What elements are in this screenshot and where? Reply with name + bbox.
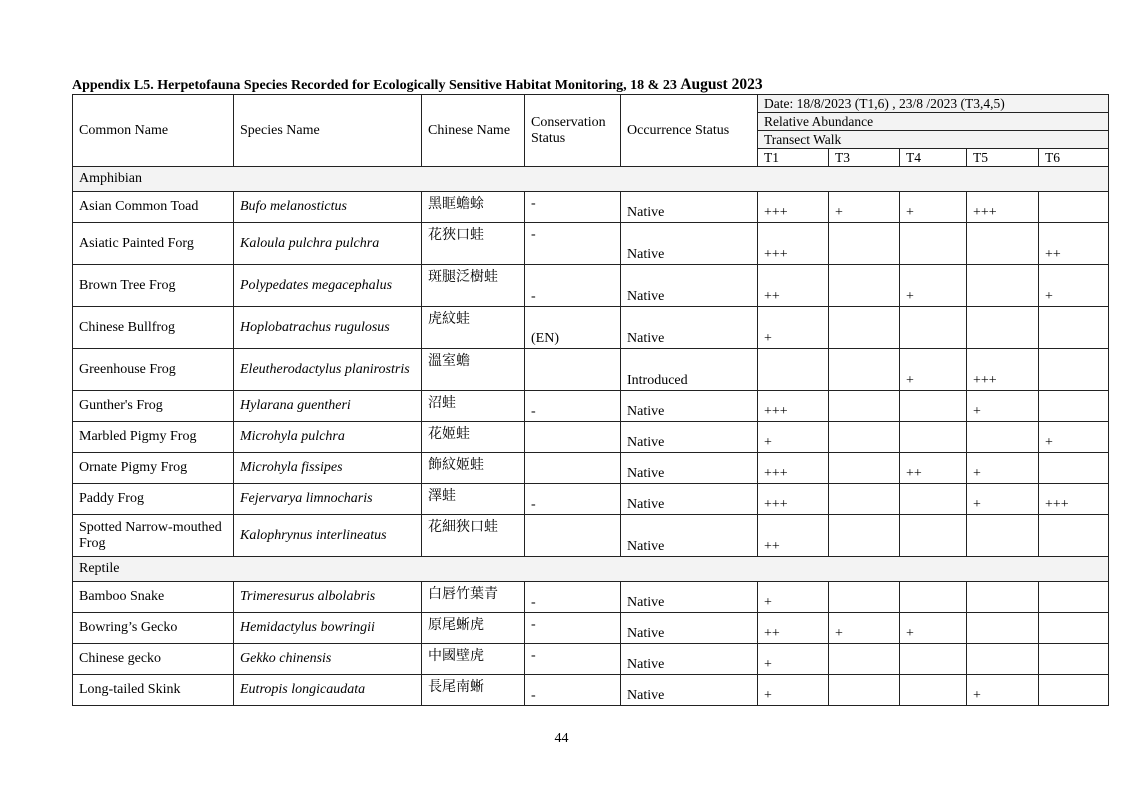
common-name-cell: Chinese gecko <box>73 644 234 675</box>
abundance-cell <box>829 644 900 675</box>
species-name-cell: Hylarana guentheri <box>234 391 422 422</box>
abundance-cell: + <box>900 349 967 391</box>
conservation-status-cell <box>525 453 621 484</box>
species-name-cell: Trimeresurus albolabris <box>234 582 422 613</box>
abundance-cell <box>1039 453 1109 484</box>
chinese-name-cell: 中國壁虎 <box>422 644 525 675</box>
abundance-cell <box>1039 307 1109 349</box>
abundance-cell: ++ <box>758 515 829 557</box>
abundance-cell: +++ <box>967 349 1039 391</box>
common-name-cell: Bamboo Snake <box>73 582 234 613</box>
abundance-cell <box>829 307 900 349</box>
abundance-cell <box>829 223 900 265</box>
abundance-cell <box>1039 349 1109 391</box>
abundance-cell: + <box>967 675 1039 706</box>
abundance-cell <box>1039 675 1109 706</box>
abundance-cell: + <box>1039 265 1109 307</box>
abundance-cell: ++ <box>758 265 829 307</box>
conservation-status-cell: - <box>525 582 621 613</box>
table-row <box>73 613 1109 644</box>
occurrence-status-cell: Native <box>621 484 758 515</box>
conservation-status-cell: - <box>525 391 621 422</box>
chinese-name-cell: 花狹口蛙 <box>422 223 525 265</box>
occurrence-status-cell: Native <box>621 515 758 557</box>
header-relative-abundance: Relative Abundance <box>758 113 1109 131</box>
abundance-cell: +++ <box>758 391 829 422</box>
common-name-cell: Ornate Pigmy Frog <box>73 453 234 484</box>
occurrence-status-cell: Native <box>621 391 758 422</box>
chinese-name-cell: 黑眶蟾蜍 <box>422 192 525 223</box>
abundance-cell <box>829 349 900 391</box>
abundance-cell <box>967 265 1039 307</box>
abundance-cell <box>829 265 900 307</box>
table-row <box>73 422 1109 453</box>
abundance-cell <box>967 613 1039 644</box>
abundance-cell: + <box>829 192 900 223</box>
abundance-cell <box>758 349 829 391</box>
chinese-name-cell: 飾紋姬蛙 <box>422 453 525 484</box>
common-name-cell: Asian Common Toad <box>73 192 234 223</box>
conservation-status-cell: - <box>525 613 621 644</box>
chinese-name-cell: 花細狹口蛙 <box>422 515 525 557</box>
abundance-cell <box>1039 644 1109 675</box>
header-conservation-status: Conservation Status <box>525 95 621 167</box>
species-name-cell: Gekko chinensis <box>234 644 422 675</box>
abundance-cell <box>900 223 967 265</box>
species-name-cell: Eleutherodactylus planirostris <box>234 349 422 391</box>
common-name-cell: Gunther's Frog <box>73 391 234 422</box>
occurrence-status-cell: Native <box>621 192 758 223</box>
table-row <box>73 349 1109 391</box>
occurrence-status-cell: Introduced <box>621 349 758 391</box>
abundance-cell <box>900 422 967 453</box>
section-row <box>73 557 1109 582</box>
abundance-cell <box>900 484 967 515</box>
title-main: Appendix L5. Herpetofauna Species Recorded for Ecologically Sensitive Habitat Monitoring, 18 & 23 <box>72 78 681 93</box>
occurrence-status-cell: Native <box>621 223 758 265</box>
abundance-cell: +++ <box>758 192 829 223</box>
header-transect: T6 <box>1039 149 1109 167</box>
conservation-status-cell: - <box>525 223 621 265</box>
chinese-name-cell: 澤蛙 <box>422 484 525 515</box>
species-name-cell: Fejervarya limnocharis <box>234 484 422 515</box>
common-name-cell: Greenhouse Frog <box>73 349 234 391</box>
section-label: Reptile <box>73 557 1109 582</box>
occurrence-status-cell: Native <box>621 675 758 706</box>
common-name-cell: Chinese Bullfrog <box>73 307 234 349</box>
page-title <box>72 76 1112 94</box>
chinese-name-cell: 長尾南蜥 <box>422 675 525 706</box>
abundance-cell <box>967 515 1039 557</box>
header-transect: T5 <box>967 149 1039 167</box>
abundance-cell <box>829 453 900 484</box>
abundance-cell: +++ <box>758 484 829 515</box>
common-name-cell: Marbled Pigmy Frog <box>73 422 234 453</box>
species-name-cell: Bufo melanostictus <box>234 192 422 223</box>
species-name-cell: Microhyla pulchra <box>234 422 422 453</box>
abundance-cell <box>967 422 1039 453</box>
abundance-cell: + <box>1039 422 1109 453</box>
abundance-cell <box>900 391 967 422</box>
abundance-cell: + <box>967 453 1039 484</box>
table-row <box>73 453 1109 484</box>
table-row <box>73 391 1109 422</box>
abundance-cell <box>829 484 900 515</box>
abundance-cell <box>1039 192 1109 223</box>
chinese-name-cell: 白唇竹葉青 <box>422 582 525 613</box>
occurrence-status-cell: Native <box>621 265 758 307</box>
conservation-status-cell: (EN) <box>525 307 621 349</box>
abundance-cell: + <box>900 613 967 644</box>
abundance-cell: + <box>758 644 829 675</box>
abundance-cell: ++ <box>1039 223 1109 265</box>
species-name-cell: Kaloula pulchra pulchra <box>234 223 422 265</box>
table-row <box>73 223 1109 265</box>
species-name-cell: Hemidactylus bowringii <box>234 613 422 644</box>
abundance-cell: + <box>758 582 829 613</box>
abundance-cell: + <box>967 484 1039 515</box>
abundance-cell: +++ <box>967 192 1039 223</box>
table-row <box>73 582 1109 613</box>
conservation-status-cell: - <box>525 265 621 307</box>
abundance-cell: + <box>829 613 900 644</box>
conservation-status-cell: - <box>525 484 621 515</box>
occurrence-status-cell: Native <box>621 613 758 644</box>
abundance-cell <box>900 675 967 706</box>
species-name-cell: Polypedates megacephalus <box>234 265 422 307</box>
header-transect: T4 <box>900 149 967 167</box>
header-date: Date: 18/8/2023 (T1,6) , 23/8 /2023 (T3,4,5) <box>758 95 1109 113</box>
abundance-cell <box>900 644 967 675</box>
header-occurrence-status: Occurrence Status <box>621 95 758 167</box>
occurrence-status-cell: Native <box>621 307 758 349</box>
header-transect: T1 <box>758 149 829 167</box>
conservation-status-cell <box>525 515 621 557</box>
section-row <box>73 167 1109 192</box>
abundance-cell: ++ <box>758 613 829 644</box>
header-species-name: Species Name <box>234 95 422 167</box>
abundance-cell <box>967 307 1039 349</box>
header-transect-walk: Transect Walk <box>758 131 1109 149</box>
species-name-cell: Microhyla fissipes <box>234 453 422 484</box>
abundance-cell <box>967 582 1039 613</box>
conservation-status-cell <box>525 422 621 453</box>
abundance-cell <box>829 582 900 613</box>
abundance-cell: + <box>900 265 967 307</box>
conservation-status-cell: - <box>525 192 621 223</box>
abundance-cell <box>1039 582 1109 613</box>
abundance-cell <box>829 675 900 706</box>
common-name-cell: Brown Tree Frog <box>73 265 234 307</box>
table-row <box>73 515 1109 557</box>
page-number: 44 <box>554 731 569 746</box>
table-row <box>73 192 1109 223</box>
chinese-name-cell: 原尾蜥虎 <box>422 613 525 644</box>
chinese-name-cell: 花姬蛙 <box>422 422 525 453</box>
conservation-status-cell <box>525 349 621 391</box>
header-common-name: Common Name <box>73 95 234 167</box>
abundance-cell: ++ <box>900 453 967 484</box>
table-row <box>73 307 1109 349</box>
abundance-cell: + <box>900 192 967 223</box>
abundance-cell <box>1039 515 1109 557</box>
abundance-cell: +++ <box>758 223 829 265</box>
common-name-cell: Long-tailed Skink <box>73 675 234 706</box>
species-name-cell: Hoplobatrachus rugulosus <box>234 307 422 349</box>
species-name-cell: Kalophrynus interlineatus <box>234 515 422 557</box>
abundance-cell: + <box>758 422 829 453</box>
abundance-cell: + <box>758 675 829 706</box>
table-row <box>73 675 1109 706</box>
conservation-status-cell: - <box>525 644 621 675</box>
table-row <box>73 644 1109 675</box>
conservation-status-cell: - <box>525 675 621 706</box>
abundance-cell: + <box>967 391 1039 422</box>
species-name-cell: Eutropis longicaudata <box>234 675 422 706</box>
header-transect: T3 <box>829 149 900 167</box>
abundance-cell <box>967 223 1039 265</box>
abundance-cell <box>900 515 967 557</box>
chinese-name-cell: 斑腿泛樹蛙 <box>422 265 525 307</box>
abundance-cell <box>829 422 900 453</box>
common-name-cell: Spotted Narrow-mouthed Frog <box>73 515 234 557</box>
abundance-cell <box>900 582 967 613</box>
species-table-body <box>73 95 1109 706</box>
occurrence-status-cell: Native <box>621 582 758 613</box>
common-name-cell: Paddy Frog <box>73 484 234 515</box>
chinese-name-cell: 溫室蟾 <box>422 349 525 391</box>
abundance-cell <box>829 515 900 557</box>
abundance-cell: +++ <box>1039 484 1109 515</box>
occurrence-status-cell: Native <box>621 453 758 484</box>
table-row <box>73 484 1109 515</box>
abundance-cell <box>1039 613 1109 644</box>
chinese-name-cell: 沼蛙 <box>422 391 525 422</box>
abundance-cell <box>900 307 967 349</box>
abundance-cell <box>829 391 900 422</box>
abundance-cell: +++ <box>758 453 829 484</box>
abundance-cell: + <box>758 307 829 349</box>
chinese-name-cell: 虎紋蛙 <box>422 307 525 349</box>
common-name-cell: Asiatic Painted Forg <box>73 223 234 265</box>
common-name-cell: Bowring’s Gecko <box>73 613 234 644</box>
title-date: August 2023 <box>680 76 763 93</box>
table-row <box>73 265 1109 307</box>
abundance-cell <box>967 644 1039 675</box>
occurrence-status-cell: Native <box>621 644 758 675</box>
species-table <box>72 94 1109 706</box>
header-chinese-name: Chinese Name <box>422 95 525 167</box>
abundance-cell <box>1039 391 1109 422</box>
section-label: Amphibian <box>73 167 1109 192</box>
occurrence-status-cell: Native <box>621 422 758 453</box>
